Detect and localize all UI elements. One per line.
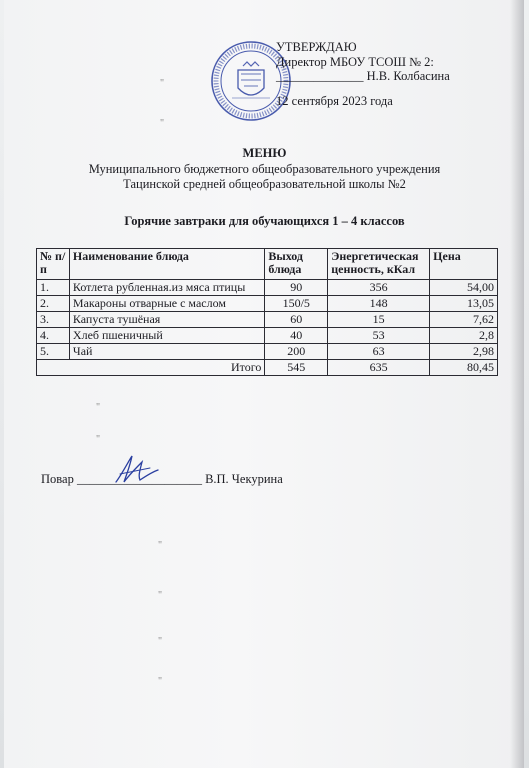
row-yield: 60: [265, 312, 328, 328]
row-energy: 63: [328, 344, 430, 360]
row-num: 1.: [37, 280, 70, 296]
row-energy: 53: [328, 328, 430, 344]
row-energy: 148: [328, 296, 430, 312]
row-dish-name: Чай: [69, 344, 264, 360]
row-price: 13,05: [430, 296, 498, 312]
table-total-row: [37, 360, 498, 376]
scan-speck: ": [96, 402, 101, 413]
row-dish-name: Макароны отварные с маслом: [69, 296, 264, 312]
approval-position: Директор МБОУ ТСОШ № 2:: [276, 54, 434, 69]
total-label: Итого: [37, 360, 265, 376]
row-dish-name: Котлета рубленная.из мяса птицы: [69, 280, 264, 296]
scan-speck: ": [158, 636, 163, 647]
cook-label: Повар: [41, 472, 74, 486]
row-num: 4.: [37, 328, 70, 344]
row-price: 2,8: [430, 328, 498, 344]
row-energy: 15: [328, 312, 430, 328]
row-price: 54,00: [430, 280, 498, 296]
cook-sign-blank: ____________________: [76, 472, 202, 486]
approval-signature-line: ______________ Н.В. Колбасина: [276, 69, 450, 83]
total-energy: 635: [328, 360, 430, 376]
row-yield: 90: [265, 280, 328, 296]
row-dish-name: Капуста тушёная: [69, 312, 264, 328]
row-num: 2.: [37, 296, 70, 312]
row-yield: 40: [265, 328, 328, 344]
table-row: [37, 344, 498, 360]
row-yield: 200: [265, 344, 328, 360]
table-row: [37, 280, 498, 296]
menu-subtitle: Горячие завтраки для обучающихся 1 – 4 классов: [124, 214, 405, 228]
approval-date: 12 сентября 2023 года: [276, 93, 393, 108]
approval-heading: УТВЕРЖДАЮ: [276, 40, 357, 54]
organization-name: [0, 162, 529, 192]
approval-block: [276, 40, 450, 108]
total-price: 80,45: [430, 360, 498, 376]
table-row: [37, 312, 498, 328]
scan-speck: ": [158, 676, 163, 687]
row-num: 3.: [37, 312, 70, 328]
scan-speck: ": [158, 540, 163, 551]
header-price: Цена: [430, 249, 498, 280]
scan-speck: ": [96, 434, 101, 445]
row-price: 2,98: [430, 344, 498, 360]
scan-speck: ": [160, 118, 165, 129]
page-edge-shadow: [510, 0, 524, 768]
header-num: № п/п: [37, 249, 70, 280]
row-dish-name: Хлеб пшеничный: [69, 328, 264, 344]
row-num: 5.: [37, 344, 70, 360]
table-row: [37, 328, 498, 344]
cook-signature-line: [41, 472, 283, 487]
organization-line-1: Муниципального бюджетного общеобразовательного учреждения: [88, 162, 441, 176]
row-energy: 356: [328, 280, 430, 296]
header-dish-name: Наименование блюда: [69, 249, 264, 280]
total-yield: 545: [265, 360, 328, 376]
scan-speck: ": [160, 78, 165, 89]
table-row: [37, 296, 498, 312]
row-yield: 150/5: [265, 296, 328, 312]
scan-speck: ": [158, 590, 163, 601]
document-title: МЕНЮ: [242, 146, 287, 160]
menu-table: [36, 248, 498, 376]
row-price: 7,62: [430, 312, 498, 328]
organization-line-2: Тацинской средней общеобразовательной школы №2: [123, 177, 406, 191]
cook-name: В.П. Чекурина: [205, 472, 283, 486]
header-energy: Энергетическая ценность, кКал: [328, 249, 430, 280]
table-header-row: [37, 249, 498, 280]
header-yield: Выход блюда: [265, 249, 328, 280]
